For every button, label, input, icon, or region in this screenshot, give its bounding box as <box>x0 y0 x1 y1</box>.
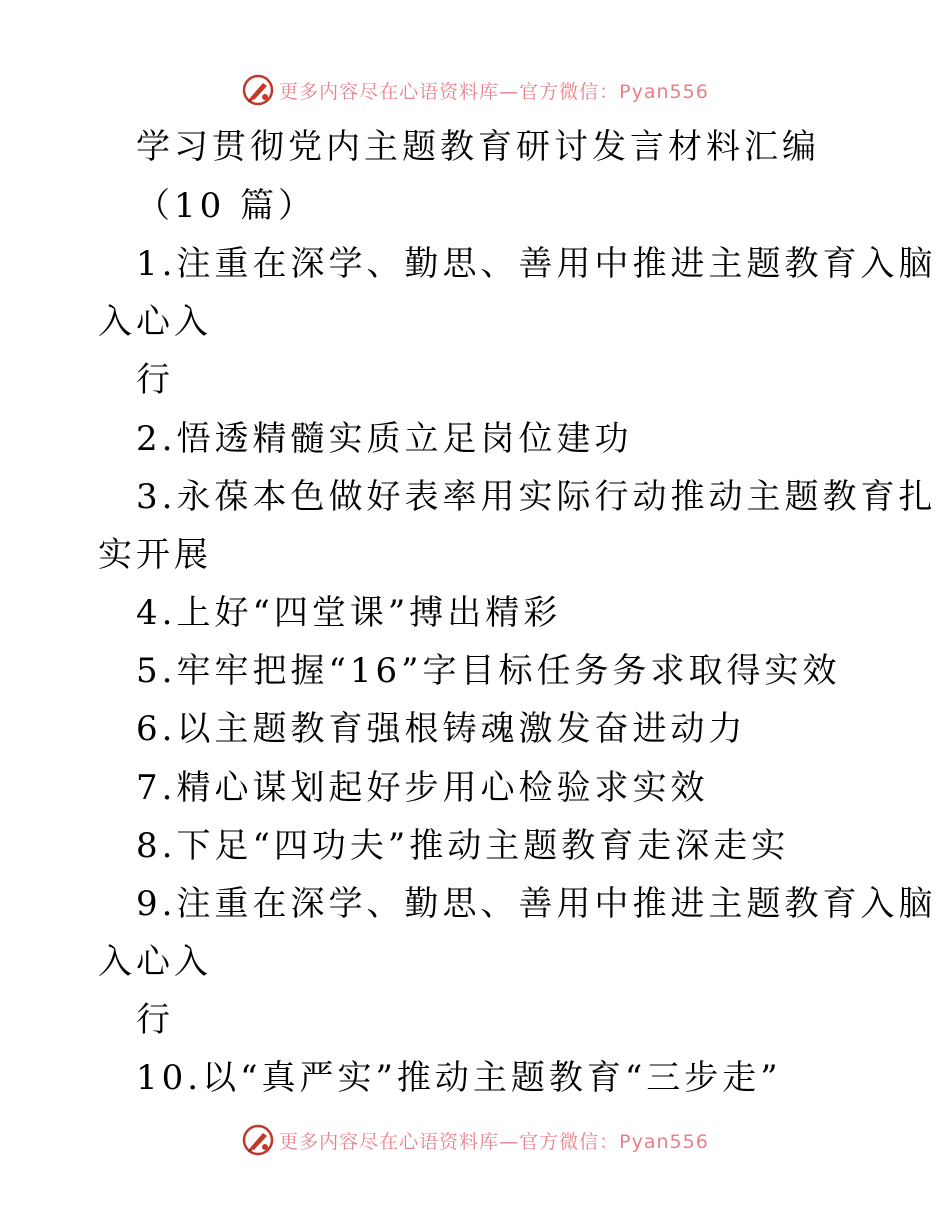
header-watermark <box>0 70 950 110</box>
list-item-line: 实开展 <box>98 535 212 575</box>
document-subtitle: （10 篇） <box>136 186 317 226</box>
list-item-line: 3.永葆本色做好表率用实际行动推动主题教育扎 <box>136 477 937 517</box>
list-item-line: 8.下足“四功夫”推动主题教育走深走实 <box>136 826 790 866</box>
list-item-line: 2.悟透精髓实质立足岗位建功 <box>136 419 633 459</box>
list-item-line: 入心入 <box>98 942 212 982</box>
document-title: 学习贯彻党内主题教育研讨发言材料汇编 <box>136 127 820 167</box>
footer-watermark <box>0 1120 950 1160</box>
list-item-line: 入心入 <box>98 302 212 342</box>
list-item-line: 6.以主题教育强根铸魂激发奋进动力 <box>136 709 747 749</box>
pen-logo-icon <box>241 73 275 107</box>
watermark-text: 更多内容尽在心语资料库—官方微信：Pyan556 <box>279 80 709 103</box>
list-item-line: 9.注重在深学、勤思、善用中推进主题教育入脑 <box>136 884 937 924</box>
list-item-line: 1.注重在深学、勤思、善用中推进主题教育入脑 <box>136 244 937 284</box>
list-item-line: 5.牢牢把握“16”字目标任务务求取得实效 <box>136 651 841 691</box>
list-item-line: 行 <box>136 1000 174 1040</box>
list-item-line: 7.精心谋划起好步用心检验求实效 <box>136 768 709 808</box>
list-item-line: 4.上好“四堂课”搏出精彩 <box>136 593 562 633</box>
list-item-line: 行 <box>136 360 174 400</box>
watermark-text: 更多内容尽在心语资料库—官方微信：Pyan556 <box>279 1130 709 1153</box>
pen-logo-icon <box>241 1123 275 1157</box>
list-item-line: 10.以“真严实”推动主题教育“三步走” <box>136 1058 782 1098</box>
